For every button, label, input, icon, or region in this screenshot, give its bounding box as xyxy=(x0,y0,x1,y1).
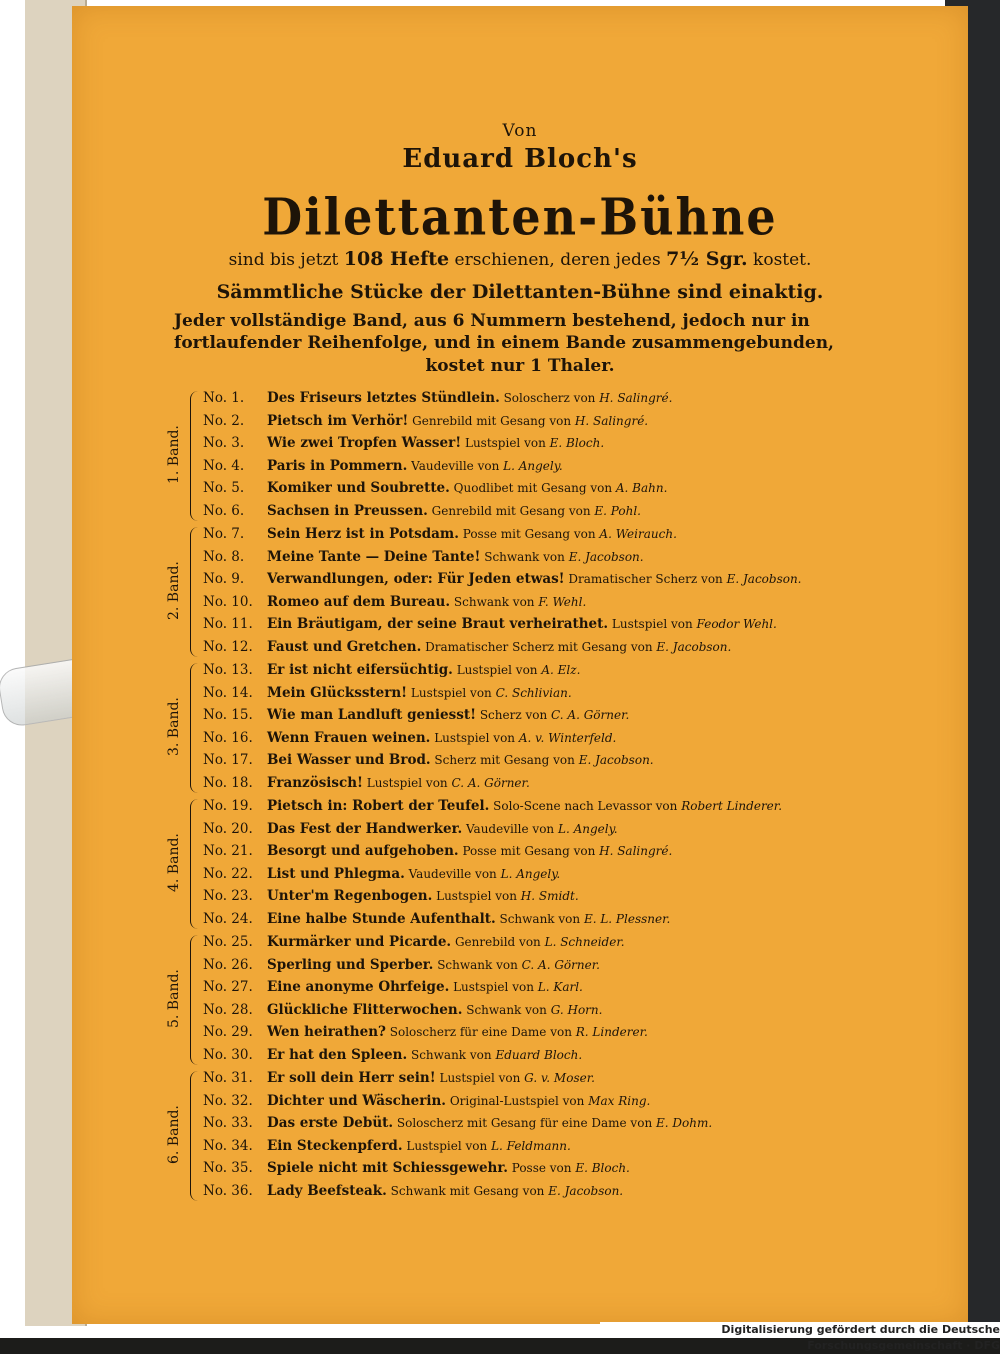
play-description xyxy=(403,1139,571,1153)
play-author: Max Ring. xyxy=(588,1093,651,1108)
play-description xyxy=(432,889,578,903)
play-author: A. Weirauch. xyxy=(599,527,677,541)
play-author: H. Salingré. xyxy=(574,413,649,428)
play-description xyxy=(451,935,624,949)
play-description xyxy=(453,663,581,677)
play-description xyxy=(421,640,731,654)
play-author: E. Jacobson. xyxy=(726,572,802,587)
play-number: No. 36. xyxy=(203,1183,253,1199)
play-number: No. 20. xyxy=(203,820,253,837)
play-genre: Schwank von xyxy=(450,594,539,609)
play-genre: Schwank von xyxy=(495,912,584,926)
play-entry xyxy=(203,636,731,658)
play-entry xyxy=(203,772,530,794)
play-genre: Original-Lustspiel von xyxy=(446,1093,589,1108)
play-entry xyxy=(203,976,583,998)
play-number: No. 32. xyxy=(203,1092,253,1109)
play-genre: Lustspiel von xyxy=(461,436,550,451)
play-genre: Lustspiel von xyxy=(435,1071,525,1085)
band-brace xyxy=(190,935,199,1065)
play-author: E. L. Plessner. xyxy=(583,912,671,926)
play-description xyxy=(393,1116,712,1130)
play-author: E. Jacobson. xyxy=(568,549,644,564)
play-author: Eduard Bloch. xyxy=(495,1048,583,1062)
play-genre: Schwank mit Gesang von xyxy=(386,1184,549,1198)
play-genre: Lustspiel von xyxy=(430,730,519,745)
band-brace xyxy=(190,391,199,521)
play-title: Meine Tante — Deine Tante! xyxy=(267,548,481,565)
play-title: Ein Steckenpferd. xyxy=(267,1137,403,1154)
play-author: L. Angely. xyxy=(500,866,561,881)
play-entry xyxy=(203,1180,623,1202)
play-description xyxy=(496,912,671,926)
play-title: Faust und Gretchen. xyxy=(267,639,422,655)
play-description xyxy=(407,686,572,700)
play-title: Lady Beefsteak. xyxy=(267,1183,387,1199)
catalog-page xyxy=(72,6,968,1324)
play-title: Eine anonyme Ohrfeige. xyxy=(267,979,450,996)
play-title: Pietsch in: Robert der Teufel. xyxy=(267,798,490,814)
play-author: H. Salingré. xyxy=(599,391,673,405)
play-description xyxy=(386,1025,648,1039)
play-genre: Dramatischer Scherz von xyxy=(564,572,727,587)
play-author: F. Wehl. xyxy=(538,594,587,609)
play-genre: Genrebild von xyxy=(451,935,545,949)
play-title: Spiele nicht mit Schiessgewehr. xyxy=(267,1160,508,1177)
play-entry xyxy=(203,659,580,681)
play-entry xyxy=(203,1044,582,1066)
play-title: Ein Bräutigam, der seine Braut verheirathet. xyxy=(267,616,609,633)
play-description xyxy=(431,753,654,767)
play-genre: Lustspiel von xyxy=(452,663,542,677)
play-number: No. 35. xyxy=(203,1160,253,1177)
play-genre: Schwank von xyxy=(407,1048,496,1062)
play-title: Sperling und Sperber. xyxy=(267,956,434,973)
band-brace xyxy=(190,527,199,657)
play-description xyxy=(459,844,673,858)
play-genre: Dramatischer Scherz mit Gesang von xyxy=(421,640,657,654)
play-title: Dichter und Wäscherin. xyxy=(267,1092,446,1109)
play-genre: Scherz mit Gesang von xyxy=(430,753,579,768)
play-genre: Solo-Scene nach Levassor von xyxy=(489,799,682,813)
play-number: No. 17. xyxy=(203,752,253,769)
play-description xyxy=(433,958,600,972)
play-description xyxy=(430,731,616,745)
play-entry xyxy=(203,954,600,976)
one-act-line: Sämmtliche Stücke der Dilettanten-Bühne sind einaktig. xyxy=(216,281,824,303)
play-number: No. 6. xyxy=(203,503,245,519)
band-label: 3. Band. xyxy=(166,697,182,757)
play-title: Besorgt und aufgehoben. xyxy=(267,843,459,860)
band-brace xyxy=(190,799,199,929)
play-genre: Soloscherz von xyxy=(499,391,600,405)
play-genre: Lustspiel von xyxy=(449,980,538,995)
play-genre: Scherz von xyxy=(476,708,552,723)
author-heading: Eduard Bloch's xyxy=(402,144,638,174)
play-genre: Quodlibet mit Gesang von xyxy=(449,481,616,496)
play-author: G. Horn. xyxy=(550,1002,603,1017)
play-description xyxy=(450,481,668,495)
play-number: No. 16. xyxy=(203,729,253,746)
play-description xyxy=(363,776,530,790)
band-label: 1. Band. xyxy=(166,425,182,485)
play-author: L. Angely. xyxy=(557,821,618,836)
play-entry xyxy=(203,908,670,930)
play-genre: Posse von xyxy=(507,1161,576,1176)
play-description xyxy=(450,595,586,609)
play-entry xyxy=(203,1067,595,1089)
play-genre: Genrebild mit Gesang von xyxy=(427,504,595,518)
play-description xyxy=(462,822,617,836)
play-number: No. 31. xyxy=(203,1070,253,1086)
issue-count-line: sind bis jetzt 108 Hefte erschienen, deren jedes 7½ Sgr. kostet. xyxy=(228,248,812,270)
play-author: L. Schneider. xyxy=(544,935,625,949)
play-description xyxy=(407,459,562,473)
play-description xyxy=(461,436,604,450)
play-entry xyxy=(203,863,560,885)
play-description xyxy=(407,1048,582,1062)
band-label: 5. Band. xyxy=(166,969,182,1029)
play-number: No. 14. xyxy=(203,684,253,701)
play-number: No. 3. xyxy=(203,435,245,452)
play-entry xyxy=(203,818,618,840)
play-number: No. 7. xyxy=(203,526,245,542)
play-number: No. 27. xyxy=(203,979,253,996)
play-entry xyxy=(203,477,667,499)
play-genre: Vaudeville von xyxy=(462,821,558,836)
play-number: No. 22. xyxy=(203,865,253,882)
play-title: Wie man Landluft geniesst! xyxy=(267,707,476,724)
play-author: A. Elz. xyxy=(541,663,581,677)
play-entry xyxy=(203,704,629,726)
play-number: No. 11. xyxy=(203,616,253,633)
play-number: No. 10. xyxy=(203,593,253,610)
play-entry xyxy=(203,546,644,568)
play-author: L. Karl. xyxy=(537,980,583,995)
play-description xyxy=(449,980,583,994)
play-author: H. Salingré. xyxy=(599,844,673,859)
play-description xyxy=(446,1094,650,1108)
play-description xyxy=(508,1161,630,1175)
play-genre: Schwank von xyxy=(462,1002,551,1017)
play-author: H. Smidt. xyxy=(520,889,579,904)
play-author: Feodor Wehl. xyxy=(696,617,777,632)
play-title: Er ist nicht eifersüchtig. xyxy=(267,662,453,678)
play-entry xyxy=(203,1090,650,1112)
dfg-footer: Digitalisierung gefördert durch die Deutsche Forschungsgemeinschaft · DFG xyxy=(600,1322,1000,1338)
play-title: Unter'm Regenbogen. xyxy=(267,888,433,905)
play-entry xyxy=(203,999,602,1021)
volume-info-line: Jeder vollständige Band, aus 6 Nummern bestehend, jedoch nur in fortlaufender Reihenfolge, und in einem Bande zusammengebunden, xyxy=(174,311,834,353)
play-entry xyxy=(203,500,641,522)
play-author: C. Schlivian. xyxy=(495,685,572,700)
play-number: No. 33. xyxy=(203,1115,253,1132)
play-title: Wie zwei Tropfen Wasser! xyxy=(267,435,462,452)
play-entry xyxy=(203,387,672,409)
play-entry xyxy=(203,523,677,545)
play-genre: Soloscherz mit Gesang für eine Dame von xyxy=(393,1116,656,1131)
play-number: No. 9. xyxy=(203,571,245,588)
play-genre: Posse mit Gesang von xyxy=(458,844,600,859)
play-number: No. 12. xyxy=(203,639,253,655)
play-genre: Lustspiel von xyxy=(432,889,521,904)
play-number: No. 4. xyxy=(203,457,245,474)
play-number: No. 23. xyxy=(203,888,253,905)
play-description xyxy=(408,414,648,428)
play-description xyxy=(480,550,643,564)
play-title: Das Fest der Handwerker. xyxy=(267,820,463,837)
play-description xyxy=(608,617,777,631)
play-author: E. Pohl. xyxy=(594,504,641,518)
play-entry xyxy=(203,1112,712,1134)
play-author: A. Bahn. xyxy=(615,481,668,496)
play-entry xyxy=(203,885,579,907)
play-number: No. 1. xyxy=(203,390,245,406)
play-number: No. 29. xyxy=(203,1024,253,1041)
play-title: Bei Wasser und Brod. xyxy=(267,752,431,769)
play-author: R. Linderer. xyxy=(575,1025,648,1040)
play-number: No. 8. xyxy=(203,548,245,565)
play-number: No. 2. xyxy=(203,412,245,429)
band-brace xyxy=(190,1071,199,1201)
play-entry xyxy=(203,455,563,477)
play-entry xyxy=(203,591,586,613)
play-number: No. 25. xyxy=(203,934,253,950)
play-description xyxy=(387,1184,623,1198)
play-genre: Schwank von xyxy=(433,957,522,972)
play-author: C. A. Görner. xyxy=(451,776,530,790)
play-genre: Lustspiel von xyxy=(608,617,697,632)
play-number: No. 24. xyxy=(203,911,253,927)
play-entry xyxy=(203,795,782,817)
play-author: E. Bloch. xyxy=(549,436,605,451)
play-title: Glückliche Flitterwochen. xyxy=(267,1001,463,1018)
band-label: 4. Band. xyxy=(166,833,182,893)
play-number: No. 34. xyxy=(203,1137,253,1154)
play-number: No. 26. xyxy=(203,956,253,973)
play-author: L. Angely. xyxy=(503,458,563,473)
play-number: No. 21. xyxy=(203,843,253,860)
play-author: E. Jacobson. xyxy=(548,1184,624,1198)
play-entry xyxy=(203,1157,630,1179)
play-genre: Genrebild mit Gesang von xyxy=(408,413,575,428)
play-entry xyxy=(203,613,777,635)
play-title: Er hat den Spleen. xyxy=(267,1047,408,1063)
play-title: Paris in Pommern. xyxy=(267,457,408,474)
play-author: Robert Linderer. xyxy=(681,799,783,813)
play-number: No. 30. xyxy=(203,1047,253,1063)
play-genre: Vaudeville von xyxy=(407,458,504,473)
play-description xyxy=(405,867,560,881)
play-author: C. A. Görner. xyxy=(521,957,600,972)
price-line: kostet nur 1 Thaler. xyxy=(425,356,615,376)
play-title: Komiker und Soubrette. xyxy=(267,480,450,497)
play-title: Pietsch im Verhör! xyxy=(267,412,409,429)
play-entry xyxy=(203,840,672,862)
play-author: E. Bloch. xyxy=(575,1161,630,1176)
play-description xyxy=(489,799,782,813)
play-description xyxy=(436,1071,595,1085)
play-title: Französisch! xyxy=(267,775,363,791)
play-author: L. Feldmann. xyxy=(491,1138,571,1153)
play-description xyxy=(565,572,802,586)
play-description xyxy=(500,391,673,405)
play-title: Romeo auf dem Bureau. xyxy=(267,593,451,610)
play-entry xyxy=(203,931,625,953)
play-entry xyxy=(203,682,572,704)
play-genre: Lustspiel von xyxy=(402,1138,492,1153)
play-author: E. Jacobson. xyxy=(656,640,732,654)
play-description xyxy=(459,527,677,541)
play-title: Sachsen in Preussen. xyxy=(267,503,428,519)
play-title: Kurmärker und Picarde. xyxy=(267,934,452,950)
play-number: No. 19. xyxy=(203,798,253,814)
play-genre: Lustspiel von xyxy=(407,685,496,700)
play-genre: Lustspiel von xyxy=(362,776,452,790)
play-title: List und Phlegma. xyxy=(267,865,405,882)
play-genre: Posse mit Gesang von xyxy=(458,527,600,541)
play-title: Des Friseurs letztes Stündlein. xyxy=(267,390,500,406)
play-number: No. 15. xyxy=(203,707,253,724)
play-title: Sein Herz ist in Potsdam. xyxy=(267,526,459,542)
play-number: No. 13. xyxy=(203,662,253,678)
band-label: 6. Band. xyxy=(166,1105,182,1165)
band-label: 2. Band. xyxy=(166,561,182,621)
play-entry xyxy=(203,432,604,454)
play-entry xyxy=(203,749,654,771)
play-entry xyxy=(203,1021,648,1043)
play-genre: Schwank von xyxy=(480,549,569,564)
play-title: Verwandlungen, oder: Für Jeden etwas! xyxy=(267,571,565,588)
play-genre: Vaudeville von xyxy=(404,866,501,881)
play-author: E. Jacobson. xyxy=(578,753,654,768)
play-number: No. 28. xyxy=(203,1001,253,1018)
play-number: No. 18. xyxy=(203,775,253,791)
play-author: C. A. Görner. xyxy=(551,708,630,723)
play-entry xyxy=(203,568,802,590)
play-title: Wen heirathen? xyxy=(267,1024,386,1041)
play-title: Er soll dein Herr sein! xyxy=(267,1070,436,1086)
play-title: Wenn Frauen weinen. xyxy=(267,729,431,746)
play-entry xyxy=(203,410,648,432)
play-description xyxy=(428,504,641,518)
play-genre: Soloscherz für eine Dame von xyxy=(385,1025,576,1040)
play-description xyxy=(476,708,629,722)
play-number: No. 5. xyxy=(203,480,245,497)
play-entry xyxy=(203,1135,571,1157)
play-title: Eine halbe Stunde Aufenthalt. xyxy=(267,911,496,927)
play-entry xyxy=(203,727,616,749)
series-title: Dilettanten-Bühne xyxy=(262,187,778,247)
play-author: E. Dohm. xyxy=(655,1116,713,1131)
play-description xyxy=(462,1003,602,1017)
play-title: Mein Glücksstern! xyxy=(267,684,408,701)
play-author: A. v. Winterfeld. xyxy=(518,730,617,745)
band-brace xyxy=(190,663,199,793)
von-text: Von xyxy=(502,121,538,141)
play-author: G. v. Moser. xyxy=(524,1071,595,1085)
play-title: Das erste Debüt. xyxy=(267,1115,394,1132)
